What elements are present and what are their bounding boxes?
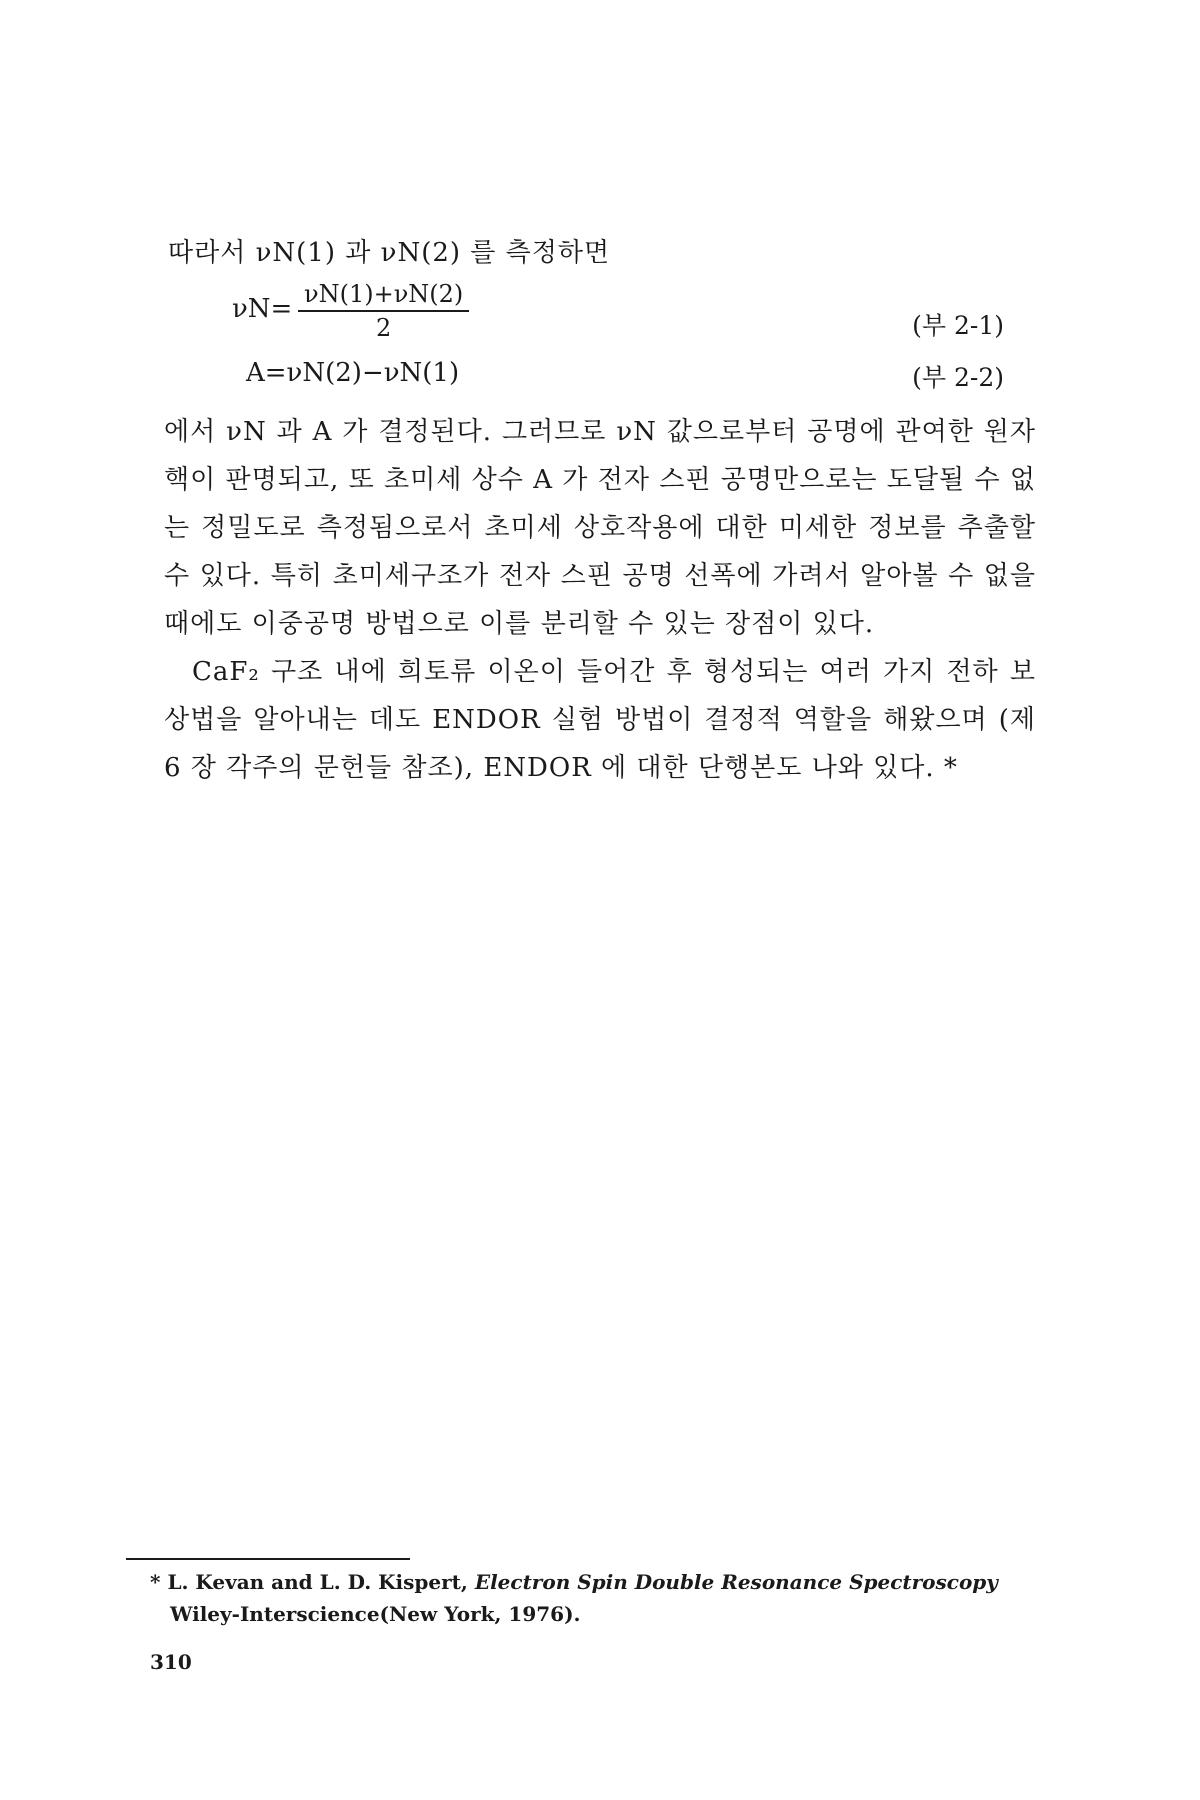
intro-line: 따라서 νN(1) 과 νN(2) 를 측정하면 [168, 238, 611, 268]
footnote-title: Electron Spin Double Resonance Spectroscopy [474, 1570, 998, 1594]
footnote-publisher: Wiley-Interscience(New York, 1976). [170, 1602, 581, 1626]
paragraph-1: 에서 νN 과 A 가 결정된다. 그러므로 νN 값으로부터 공명에 관여한 원자핵이 판명되고, 또 초미세 상수 A 가 전자 스핀 공명만으로는 도달될 수 없는 정밀도로 측정됨으로서 초미세 상호작용에 대한 미세한 정보를 추출할 수 있다. 특히 초미세구조가 전자 스핀 공명 선폭에 가려서 알아볼 수 없을 때에도 이중공명 방법으로 이를 분리할 수 있는 장점이 있다. [164, 417, 1036, 639]
page-number: 310 [150, 1650, 192, 1674]
equation-1-numerator: νN(1)+νN(2) [298, 280, 469, 312]
footnote-rule [126, 1558, 410, 1560]
equation-1-denominator: 2 [376, 314, 392, 342]
footnote [150, 1566, 1050, 1630]
footnote-line-1 [150, 1566, 1050, 1598]
equation-1-lhs: νN= [232, 294, 293, 324]
equation-2-number: (부 2-2) [912, 363, 1004, 392]
footnote-authors: L. Kevan and L. D. Kispert, [167, 1570, 468, 1594]
equation-1-number: (부 2-1) [912, 311, 1004, 340]
footnote-marker: * [150, 1570, 161, 1594]
paragraph-2: CaF₂ 구조 내에 희토류 이온이 들어간 후 형성되는 여러 가지 전하 보상법을 알아내는 데도 ENDOR 실험 방법이 결정적 역할을 해왔으며 (제 6 장 각주의 문헌들 참조), ENDOR 에 대한 단행본도 나와 있다. * [164, 657, 1036, 783]
equation-1-fraction [298, 280, 469, 342]
equation-2: A=νN(2)−νN(1) [246, 358, 460, 388]
